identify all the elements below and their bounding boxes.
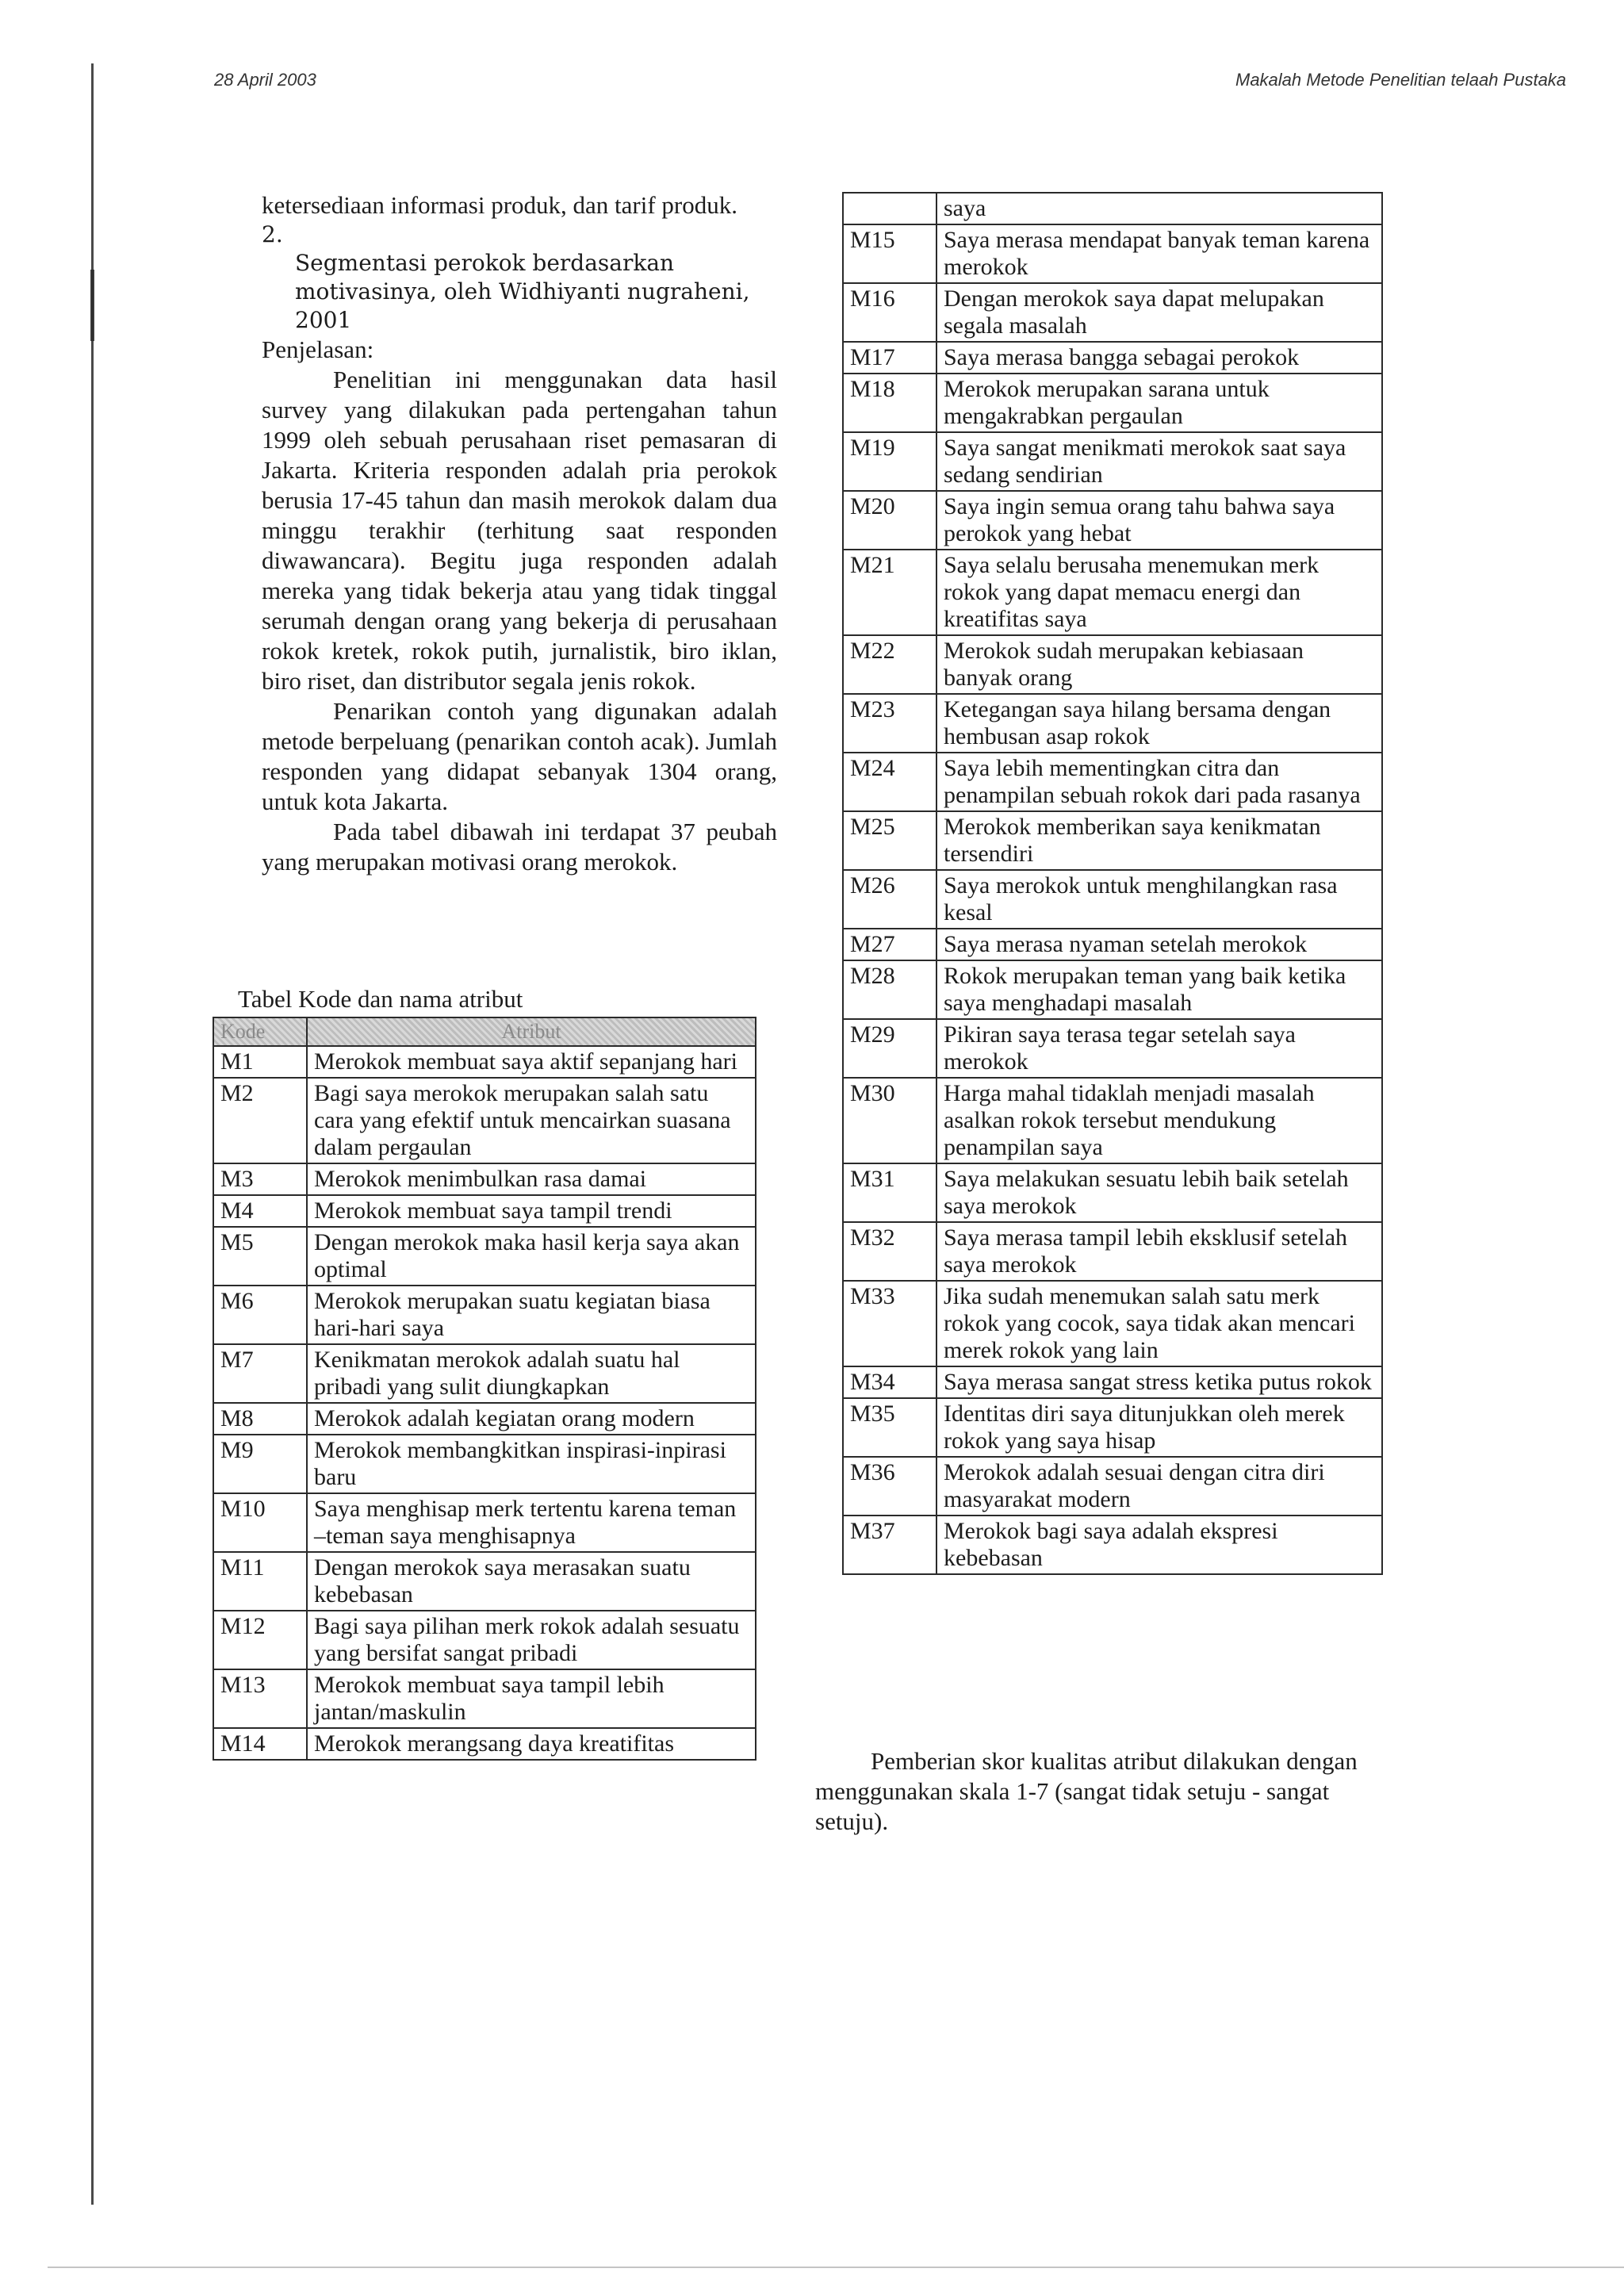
- row-code: M34: [843, 1366, 936, 1398]
- table-row: [843, 960, 1382, 1019]
- table-row: [843, 432, 1382, 491]
- row-code: M6: [213, 1286, 307, 1344]
- row-attribute: Saya melakukan sesuatu lebih baik setelah saya merokok: [936, 1163, 1382, 1222]
- row-attribute: Merokok adalah kegiatan orang modern: [307, 1403, 756, 1435]
- left-column-text: [262, 190, 777, 877]
- table-row: [843, 224, 1382, 283]
- table-row: [213, 1435, 756, 1493]
- row-attribute: saya: [936, 193, 1382, 224]
- row-attribute: Saya merokok untuk menghilangkan rasa kesal: [936, 870, 1382, 929]
- row-code: M10: [213, 1493, 307, 1552]
- table-row: [213, 1078, 756, 1163]
- section-number: 2.: [262, 221, 283, 247]
- table-row: [843, 283, 1382, 342]
- table-row: [213, 1611, 756, 1669]
- table-row: [213, 1403, 756, 1435]
- row-code: M36: [843, 1457, 936, 1516]
- row-attribute: Rokok merupakan teman yang baik ketika saya menghadapi masalah: [936, 960, 1382, 1019]
- row-code: M31: [843, 1163, 936, 1222]
- row-code: M4: [213, 1195, 307, 1227]
- row-attribute: Saya sangat menikmati merokok saat saya sedang sendirian: [936, 432, 1382, 491]
- paragraph-3: Pada tabel dibawah ini terdapat 37 peubah yang merupakan motivasi orang merokok.: [262, 818, 777, 876]
- row-code: M37: [843, 1516, 936, 1574]
- scan-bottom-edge: [48, 2267, 1624, 2268]
- intro-fragment: ketersediaan informasi produk, dan tarif produk.: [262, 191, 738, 219]
- table-row: [843, 1222, 1382, 1281]
- row-attribute: Merokok menimbulkan rasa damai: [307, 1163, 756, 1195]
- row-code: M13: [213, 1669, 307, 1728]
- table-row: [843, 1366, 1382, 1398]
- table-row: [843, 193, 1382, 224]
- table-row: [843, 1398, 1382, 1457]
- row-attribute: Pikiran saya terasa tegar setelah saya merokok: [936, 1019, 1382, 1078]
- row-attribute: Merokok sudah merupakan kebiasaan banyak orang: [936, 635, 1382, 694]
- table-row: [843, 1019, 1382, 1078]
- row-code: M25: [843, 811, 936, 870]
- header-attribute: Atribut: [307, 1017, 756, 1046]
- row-code: M15: [843, 224, 936, 283]
- row-attribute: Dengan merokok maka hasil kerja saya akan optimal: [307, 1227, 756, 1286]
- row-attribute: Ketegangan saya hilang bersama dengan hembusan asap rokok: [936, 694, 1382, 753]
- table-row: [843, 753, 1382, 811]
- penjelasan-label: Penjelasan:: [262, 335, 374, 363]
- row-code: M3: [213, 1163, 307, 1195]
- table-row: [213, 1552, 756, 1611]
- row-attribute: Jika sudah menemukan salah satu merk rokok yang cocok, saya tidak akan mencari merek rokok yang lain: [936, 1281, 1382, 1366]
- row-attribute: Merokok membuat saya tampil lebih jantan/maskulin: [307, 1669, 756, 1728]
- row-code: M20: [843, 491, 936, 550]
- table-row: [213, 1493, 756, 1552]
- table-row: [843, 1457, 1382, 1516]
- row-attribute: Merokok merupakan sarana untuk mengakrabkan pergaulan: [936, 374, 1382, 432]
- table-row: [843, 550, 1382, 635]
- row-attribute: Saya merasa mendapat banyak teman karena merokok: [936, 224, 1382, 283]
- table-row: [843, 635, 1382, 694]
- row-code: M5: [213, 1227, 307, 1286]
- row-code: M2: [213, 1078, 307, 1163]
- table-row: [213, 1669, 756, 1728]
- footnote-text: Pemberian skor kualitas atribut dilakukan dengan menggunakan skala 1-7 (sangat tidak setuju - sangat setuju).: [815, 1747, 1358, 1835]
- row-code: M9: [213, 1435, 307, 1493]
- row-attribute: Bagi saya pilihan merk rokok adalah sesuatu yang bersifat sangat pribadi: [307, 1611, 756, 1669]
- row-attribute: Merokok merupakan suatu kegiatan biasa hari-hari saya: [307, 1286, 756, 1344]
- row-attribute: Saya merasa nyaman setelah merokok: [936, 929, 1382, 960]
- attribute-table-left: [213, 1017, 756, 1761]
- row-code: M14: [213, 1728, 307, 1760]
- table-row: [843, 1078, 1382, 1163]
- header-code: Kode: [213, 1017, 307, 1046]
- row-attribute: Merokok membuat saya aktif sepanjang hari: [307, 1046, 756, 1078]
- row-code: M1: [213, 1046, 307, 1078]
- row-code: M35: [843, 1398, 936, 1457]
- table-row: [213, 1227, 756, 1286]
- table-row: [843, 1281, 1382, 1366]
- row-attribute: Saya merasa tampil lebih eksklusif setelah saya merokok: [936, 1222, 1382, 1281]
- paragraph-2: Penarikan contoh yang digunakan adalah metode berpeluang (penarikan contoh acak). Jumlah responden yang didapat sebanyak 1304 orang, untuk kota Jakarta.: [262, 697, 777, 815]
- row-code: M17: [843, 342, 936, 374]
- table-row: [843, 929, 1382, 960]
- table-row: [843, 491, 1382, 550]
- row-attribute: Merokok adalah sesuai dengan citra diri masyarakat modern: [936, 1457, 1382, 1516]
- row-code: M22: [843, 635, 936, 694]
- row-attribute: Dengan merokok saya dapat melupakan segala masalah: [936, 283, 1382, 342]
- row-code: M18: [843, 374, 936, 432]
- row-code: M16: [843, 283, 936, 342]
- table-row: [843, 342, 1382, 374]
- table-row: [843, 374, 1382, 432]
- row-code: M8: [213, 1403, 307, 1435]
- header-title: Makalah Metode Penelitian telaah Pustaka: [1235, 70, 1567, 90]
- row-code: M29: [843, 1019, 936, 1078]
- row-attribute: Saya ingin semua orang tahu bahwa saya perokok yang hebat: [936, 491, 1382, 550]
- row-attribute: Saya selalu berusaha menemukan merk rokok yang dapat memacu energi dan kreatifitas saya: [936, 550, 1382, 635]
- row-code: M26: [843, 870, 936, 929]
- scan-binding-mark: [90, 270, 94, 341]
- row-attribute: Bagi saya merokok merupakan salah satu cara yang efektif untuk mencairkan suasana dalam pergaulan: [307, 1078, 756, 1163]
- row-code: [843, 193, 936, 224]
- row-code: M11: [213, 1552, 307, 1611]
- row-attribute: Merokok memberikan saya kenikmatan tersendiri: [936, 811, 1382, 870]
- row-attribute: Kenikmatan merokok adalah suatu hal pribadi yang sulit diungkapkan: [307, 1344, 756, 1403]
- footnote: [815, 1746, 1362, 1837]
- table-row: [213, 1344, 756, 1403]
- table-caption: Tabel Kode dan nama atribut: [238, 985, 523, 1013]
- row-attribute: Merokok membangkitkan inspirasi-inpirasi baru: [307, 1435, 756, 1493]
- row-attribute: Saya menghisap merk tertentu karena teman –teman saya menghisapnya: [307, 1493, 756, 1552]
- row-attribute: Saya merasa sangat stress ketika putus rokok: [936, 1366, 1382, 1398]
- row-code: M7: [213, 1344, 307, 1403]
- row-code: M24: [843, 753, 936, 811]
- row-attribute: Saya merasa bangga sebagai perokok: [936, 342, 1382, 374]
- row-code: M23: [843, 694, 936, 753]
- attribute-table-right: [842, 192, 1383, 1575]
- table-row: [213, 1046, 756, 1078]
- section-title: Segmentasi perokok berdasarkan motivasinya, oleh Widhiyanti nugraheni, 2001: [295, 250, 750, 333]
- row-attribute: Identitas diri saya ditunjukkan oleh merek rokok yang saya hisap: [936, 1398, 1382, 1457]
- row-code: M33: [843, 1281, 936, 1366]
- row-code: M21: [843, 550, 936, 635]
- row-attribute: Merokok membuat saya tampil trendi: [307, 1195, 756, 1227]
- row-attribute: Saya lebih mementingkan citra dan penampilan sebuah rokok dari pada rasanya: [936, 753, 1382, 811]
- row-code: M32: [843, 1222, 936, 1281]
- table-row: [843, 1516, 1382, 1574]
- table-row: [213, 1286, 756, 1344]
- table-row: [213, 1195, 756, 1227]
- table-row: [213, 1728, 756, 1760]
- row-code: M30: [843, 1078, 936, 1163]
- row-code: M12: [213, 1611, 307, 1669]
- table-row: [213, 1163, 756, 1195]
- row-attribute: Harga mahal tidaklah menjadi masalah asalkan rokok tersebut mendukung penampilan saya: [936, 1078, 1382, 1163]
- table-row: [843, 1163, 1382, 1222]
- table-body-left: [213, 1046, 756, 1760]
- section-heading: [262, 220, 777, 335]
- row-attribute: Merokok bagi saya adalah ekspresi kebebasan: [936, 1516, 1382, 1574]
- table-row: [843, 694, 1382, 753]
- table-header-row: [213, 1017, 756, 1046]
- row-attribute: Merokok merangsang daya kreatifitas: [307, 1728, 756, 1760]
- header-date: 28 April 2003: [214, 70, 316, 90]
- row-attribute: Dengan merokok saya merasakan suatu kebebasan: [307, 1552, 756, 1611]
- table-body-right: [843, 193, 1382, 1574]
- row-code: M28: [843, 960, 936, 1019]
- row-code: M19: [843, 432, 936, 491]
- row-code: M27: [843, 929, 936, 960]
- paragraph-1: Penelitian ini menggunakan data hasil survey yang dilakukan pada pertengahan tahun 1999 oleh sebuah perusahaan riset pemasaran di Jakarta. Kriteria responden adalah pria perokok berusia 17-45 tahun dan masih merokok dalam dua minggu terakhir (terhitung saat responden diwawancara). Begitu juga responden adalah mereka yang tidak bekerja atau yang tidak tinggal serumah dengan orang yang bekerja di perusahaan rokok kretek, rokok putih, jurnalistik, biro iklan, biro riset, dan distributor segala jenis rokok.: [262, 366, 777, 695]
- table-row: [843, 870, 1382, 929]
- scan-binding-edge: [91, 63, 94, 2205]
- table-row: [843, 811, 1382, 870]
